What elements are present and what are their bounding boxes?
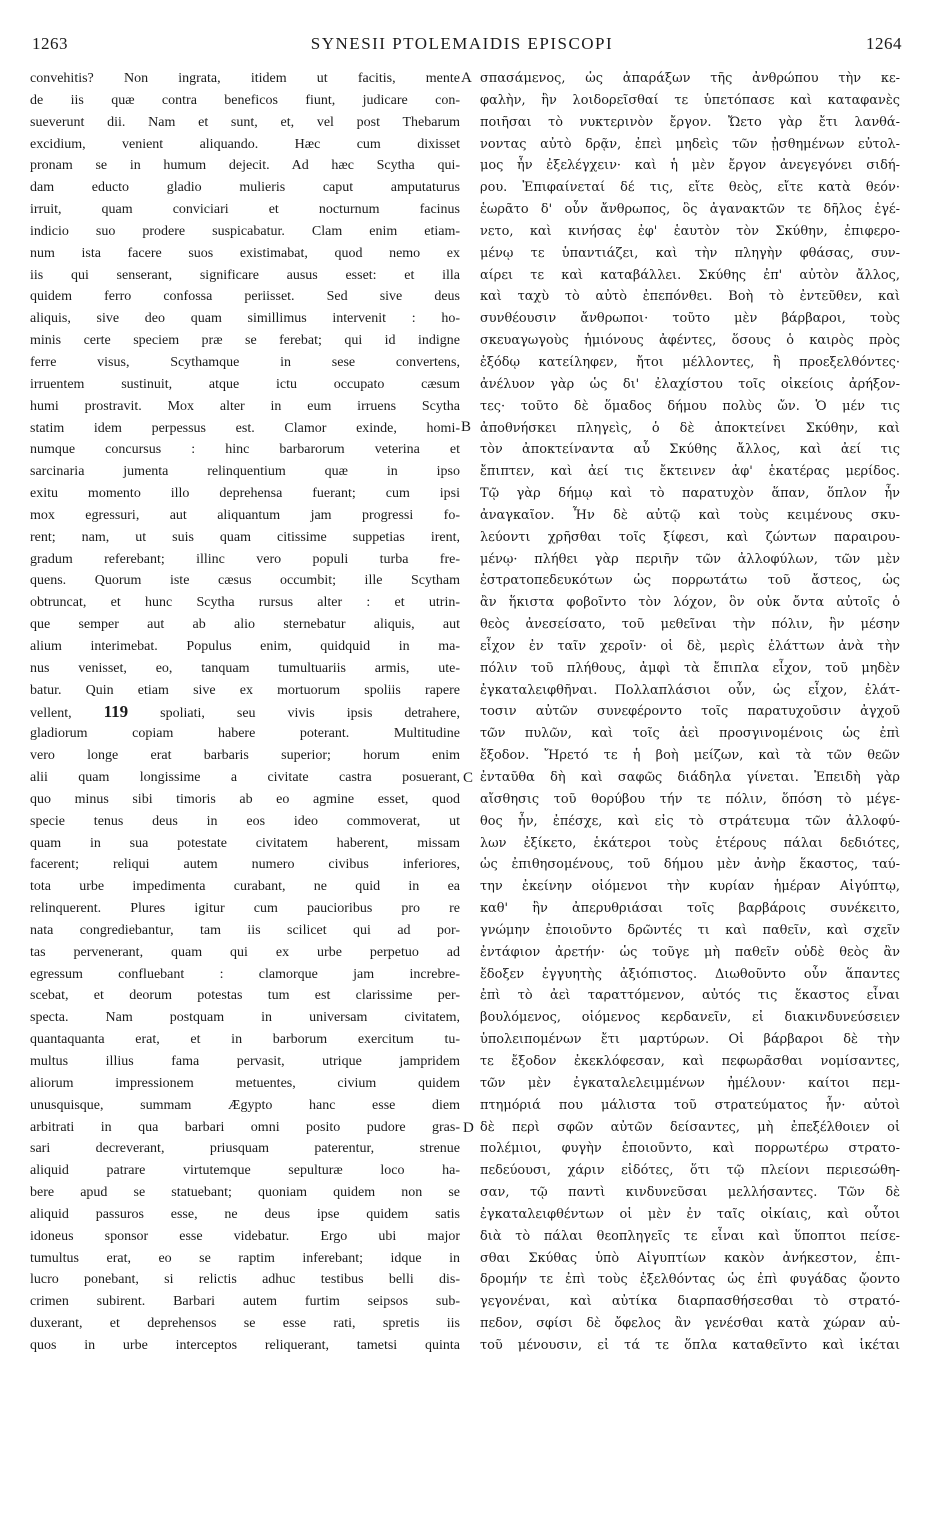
greek-text-line: εἶχον ἐν ταῖν χεροῖν· οἱ δὲ, μερὶς ἐλάττων ἀνὰ τὴν xyxy=(480,638,900,654)
greek-text-line: μος ἦν ἐξελέγχειν· καὶ ἡ μὲν ἔργον ἀνεγεγόνει σιδή- xyxy=(480,158,900,174)
latin-text-line: batur. Quin etiam sive ex mortuorum spoliis rapere xyxy=(30,682,460,698)
latin-text-line: bere apud se statuebant; quoniam quidem non se xyxy=(30,1185,460,1201)
greek-text-line: ἀνέλυον γὰρ ὡς δι' ἐλαχίστου τοῖς οἰκείοις ἀρήξον- xyxy=(480,376,900,392)
latin-text-line: duxerant, et deprehensos se esse rati, spretis iis xyxy=(30,1316,460,1332)
section-marker-d: D xyxy=(463,1120,474,1136)
latin-text-line: crimen subirent. Barbari autem furtim seipsos sub- xyxy=(30,1294,460,1310)
latin-text-line: que semper aut ab alio sternebatur aliquis, aut xyxy=(30,617,460,633)
greek-text-line: δρομήν τε ἐπὶ τοὺς ἐξελθόντας ὡς ἐπὶ φυγάδας ᾤοντο xyxy=(480,1272,900,1288)
greek-text-line: θος ἦν, ἐπέσχε, καὶ εἰς τὸ στράτευμα τῶν ἀλλοφύ- xyxy=(480,813,900,829)
latin-text-line: excidium, venient aliquando. Hæc cum dixisset xyxy=(30,136,460,152)
latin-text-line: aliquid passuros esse, ne deus ipse quidem satis xyxy=(30,1206,460,1222)
greek-text-line: ἀναγκαῖον. Ἦν δὲ αὐτῷ καὶ τοὺς κειμένους σκυ- xyxy=(480,507,900,523)
greek-text-line: θεὸς ἀνεσείσατο, τοῦ μεθεῖναι τὴν πόλιν, ἣν μέσην xyxy=(480,617,900,633)
greek-text-line: νετο, καὶ κινήσας ἐφ' ἑαυτὸν τὸν Σκύθην, ἐπιφερο- xyxy=(480,223,900,239)
greek-text-line: πόλιν τοῦ πλήθους, ἀμφὶ τὰ ἔπιπλα εἶχον, τοῦ μηδὲν xyxy=(480,660,900,676)
latin-text-line: scebat, et deorum potestas tum est clarissime per- xyxy=(30,988,460,1004)
greek-text-line: δὲ περὶ σφῶν αὐτῶν δείσαντες, μὴ ἐπεξέλθοιεν οἱ xyxy=(480,1119,900,1135)
greek-text-line: γνώμην ἐποιοῦντο δρῶντές τι καὶ παθεῖν, καὶ σχεῖν xyxy=(480,922,900,938)
greek-text-line: πολέμιοι, φυγὴν ἐποιοῦντο, καὶ πορρωτέρω στρατο- xyxy=(480,1141,900,1157)
latin-text-line: iis qui senserant, significare ausus esset: et illa xyxy=(30,267,460,283)
latin-text-line: quos in urbe interceptos reliquerant, tametsi quinta xyxy=(30,1337,460,1353)
greek-text-line: τῶν μὲν ἐγκαταλελειμμένων ἠμέλουν· καίτοι πεμ- xyxy=(480,1075,900,1091)
latin-text-line: sarcinaria jumenta relinquentium quæ in ipso xyxy=(30,464,460,480)
latin-text-line: aliorum impressionem metuentes, civium quidem xyxy=(30,1075,460,1091)
greek-text-line: σθαι Σκύθας ὑπὸ Αἰγυπτίων κακὸν ἀνήκεστον, ἐπι- xyxy=(480,1250,900,1266)
greek-text-line: ποιῆσαι τὸ νυκτερινὸν ἔργον. Ὤετο γὰρ ἔτι λανθά- xyxy=(480,114,900,130)
greek-text-line: συνθέουσιν ἄνθρωποι· τοῦτο μὲν βάρβαροι, τοὺς xyxy=(480,311,900,327)
greek-text-line: αἴσθησις τοῦ θορύβου τήν τε πόλιν, ὅπόση τὸ μέγε- xyxy=(480,791,900,807)
latin-text-line: egressum confluebant : clamorque jam increbre- xyxy=(30,966,460,982)
latin-text-line: minis certe speciem præ se ferebat; qui id indigne xyxy=(30,333,460,349)
latin-text-line: convehitis? Non ingrata, itidem ut facitis, mente xyxy=(30,71,460,86)
greek-text-line: λεύοντι χρῆσθαι τοῖς ξίφεσι, καὶ ζώντων παραιρου- xyxy=(480,529,900,545)
latin-text-line: aliquid patrare virtutemque sepulturæ loco ha- xyxy=(30,1163,460,1179)
greek-text-line: μένῳ· πλήθει γὰρ περιῆν τῶν ἀλλοφύλων, τῶν μὲν xyxy=(480,551,900,567)
section-marker-c: C xyxy=(463,770,474,786)
greek-text-line: σκευαγωγοὺς ἡμιόνους ἀφέντες, ὅσους ὁ καιρὸς πρὸς xyxy=(480,333,900,349)
greek-text-line: βουλόμενος, οἰόμενος κερδανεῖν, εἰ διακινδυνεύσειεν xyxy=(480,1010,900,1026)
latin-text-line: num ista facere suos existimabat, quod nemo ex xyxy=(30,245,460,261)
greek-text-line: ὡς ἐπιθησομένους, τοῦ δήμου μὲν ἀνὴρ ἕκαστος, ταύ- xyxy=(480,857,900,873)
latin-text-line: vero longe erat barbaris superior; horum enim xyxy=(30,748,460,764)
latin-text-line: idoneus sponsor esse videbatur. Ergo ubi major xyxy=(30,1228,460,1244)
greek-text-line: τε ἔξοδον ἐκεκλόφεσαν, καὶ πεφωρᾶσθαι νομίσαντες, xyxy=(480,1053,900,1069)
latin-text-line: nata congrediebantur, tam iis scilicet qui ad por- xyxy=(30,922,460,938)
latin-text-line: numque concursus : hinc barbarorum veterina et xyxy=(30,442,460,458)
latin-text-line: multus illius fama pervasit, utrique jampridem xyxy=(30,1053,460,1069)
latin-text-line: sari decreverant, priusquam paterentur, strenue xyxy=(30,1141,460,1157)
left-page-number: 1263 xyxy=(32,34,68,53)
latin-column xyxy=(30,68,460,1357)
latin-text-line: quidem ferro confossa periisset. Sed sive deus xyxy=(30,289,460,305)
greek-text-line: πεδον, σφίσι δὲ ὄφελος ἂν γενέσθαι κατὰ χώραν αὐ- xyxy=(480,1316,900,1332)
latin-text-line: specie tenus deus in eos ideo commoverat, ut xyxy=(30,813,460,829)
latin-text-line: gladiorum copiam habere poterant. Multitudine xyxy=(30,726,460,742)
latin-text-line: pronam se in humum dejecit. Ad hæc Scytha qui- xyxy=(30,158,460,174)
greek-text-line: την ἐκείνην οἰόμενοι τὴν κυρίαν ἡμέραν Αἰγύπτῳ, xyxy=(480,879,900,895)
latin-text-line: lucro ponebant, si relictis adhuc testibus belli dis- xyxy=(30,1272,460,1288)
greek-text-line: ἀποθνήσκει πληγεὶς, ὁ δὲ ἀποκτείνει Σκύθην, καὶ xyxy=(480,420,900,436)
latin-text-line: mox egressuri, aut aliquantum jam progressi fo- xyxy=(30,507,460,523)
greek-text-line: μένῳ τε ὑπαντιάζει, καὶ τὴν πληγὴν φθάσας, συν- xyxy=(480,245,900,261)
greek-text-line: καὶ ταχὺ τὸ αὐτὸ ἐπεπόνθει. Βοὴ τὸ ἐντεῦθεν, καὶ xyxy=(480,289,900,305)
section-marker-a: A xyxy=(461,70,472,86)
latin-text-line: irruit, quam conviciari et nocturnum facinus xyxy=(30,202,460,218)
greek-text-line: ἑωρᾶτο δ' οὖν ἄνθρωπος, ὃς ἀγανακτῶν τε δῆλος ἐγέ- xyxy=(480,202,900,218)
greek-text-line: πεδεύουσι, χάριν εἰδότες, ὅτι τῷ πλείονι περιεσώθη- xyxy=(480,1163,900,1179)
latin-text-line: sueverunt dii. Nam et sunt, et, vel post Thebarum xyxy=(30,114,460,130)
latin-text-line: facerent; reliqui autem numero civibus inferiores, xyxy=(30,857,460,873)
latin-text-line: gradum referebant; illinc vero populi turba fre- xyxy=(30,551,460,567)
latin-text-line: quantaquanta erat, et in barborum exercitum tu- xyxy=(30,1032,460,1048)
greek-text-line: σπασάμενος, ὡς ἀπαράξων τῆς ἀνθρώπου τὴν κε- xyxy=(480,71,900,86)
greek-text-line: ἐστρατοπεδευκότων ὡς πορρωτάτω τοῦ ἄστεος, ὡς xyxy=(480,573,900,589)
greek-text-line: ἐξόδῳ κατείληφεν, ἤτοι μέλλοντες, ἢ προεξελθόντες· xyxy=(480,354,900,370)
latin-text-line: indicio suo prodere suspicabatur. Clam enim etiam- xyxy=(30,223,460,239)
greek-text-line: ρου. Ἐπιφαίνεταί δέ τις, εἴτε θεὸς, εἴτε κατὰ θεόν· xyxy=(480,180,900,196)
latin-text-line: aliquis, sive deo quam simillimus intervenit : ho- xyxy=(30,311,460,327)
greek-text-line: Τῷ γὰρ δήμῳ καὶ τὸ παρατυχὸν ἅπαν, ὅπλον ἦν xyxy=(480,486,900,502)
greek-text-line: τοῦ μένουσιν, εἰ τά τε ὅπλα καταθεῖντο καὶ ἱκέται xyxy=(480,1337,900,1353)
latin-text-line: vellent, 119 spoliati, seu vivis ipsis detrahere, xyxy=(30,702,460,722)
greek-text-line: τες· τοῦτο δὲ ὅμαδος δήμου πολὺς ὤν. Ὁ μέν τις xyxy=(480,398,900,414)
latin-text-line: nus venisset, eo, tanquam tumultuariis armis, ute- xyxy=(30,660,460,676)
column-number: 119 xyxy=(103,702,129,722)
latin-text-line: tumultus erat, eo se raptim inferebant; idque in xyxy=(30,1250,460,1266)
latin-text-line: statim idem perpessus est. Clamor exinde, homi- xyxy=(30,420,460,436)
greek-text-line: ἐπὶ τὸ ἀεὶ ταραττόμενον, αὐτός τις ἕκαστος εἶναι xyxy=(480,988,900,1004)
greek-text-line: ἐνταῦθα δὴ καὶ σαφῶς διάδηλα γίνεται. Ἐπειδὴ γὰρ xyxy=(480,770,900,785)
greek-text-line: διὰ τὸ πάλαι θεοπληγεῖς τε εἶναι καὶ ὕποπτοι πείσε- xyxy=(480,1228,900,1244)
latin-text-line: humi prostravit. Mox alter in eum irruens Scytha xyxy=(30,398,460,414)
latin-text-line: obtruncat, et hunc Scytha rursus alter : et utrin- xyxy=(30,595,460,611)
latin-text-line: unusquisque, summam Ægypto hanc esse diem xyxy=(30,1097,460,1113)
greek-text-line: ἔδοξεν ἐγγυητὴς ἀξιόπιστος. Διωθοῦντο οὖν ἅπαντες xyxy=(480,966,900,982)
latin-text-line: tota urbe impedimenta curabant, ne quid in ea xyxy=(30,879,460,895)
greek-text-line: φαλὴν, ἣν λοιδορεῖσθαί τε ὑπετόπασε καὶ καταφανὲς xyxy=(480,92,900,108)
greek-text-line: ἔπιπτεν, καὶ ἀεί τις ἔκτεινεν ἀφ' ἑκατέρας μερίδος. xyxy=(480,464,900,480)
greek-text-line: τὸν ἀποκτείναντα αὖ Σκύθης ἄλλος, καὶ ἀεί τις xyxy=(480,442,900,458)
greek-text-line: ἐντάφιον ἀρετήν· ὡς τοῦγε μὴ παθεῖν οὐδὲ θεὸς ἂν xyxy=(480,944,900,960)
latin-text-line: quo minus sibi timoris ab eo agmine esset, quod xyxy=(30,791,460,807)
greek-text-line: τοσιν αὐτῶν συνεφέροντο τοῖς παρατυχοῦσιν ἀγχοῦ xyxy=(480,704,900,720)
greek-text-line: λων ἐξίκετο, ἑκάτεροι τοὺς ἑτέρους πάλαι δεδιότες, xyxy=(480,835,900,851)
latin-text-line: alii quam longissime a civitate castra posuerant, xyxy=(30,770,460,785)
greek-text-line: ὑπολειπομένων ἔτι μαρτύρων. Οἱ βάρβαροι δὲ τὴν xyxy=(480,1032,900,1048)
greek-text-line: γεγονέναι, καὶ αὐτίκα διαρπασθήσεσθαι τὸ στρατό- xyxy=(480,1294,900,1310)
greek-text-line: σαν, τῷ παντὶ κινδυνεῦσαι μελλήσαντες. Τῶν δὲ xyxy=(480,1185,900,1201)
latin-text-line: exitu momento illo deprehensa fuerant; cum ipsi xyxy=(30,486,460,502)
right-page-number: 1264 xyxy=(866,34,902,53)
latin-text-line: arbitrati in qua barbari omni posito pudore gras- xyxy=(30,1119,460,1135)
latin-text-line: ferre visus, Scythamque in sese convertens, xyxy=(30,354,460,370)
greek-text-line: ἂν ἥκιστα φοβοῖντο τὸν λόχον, ὃν οὐκ ὄντα αὐτοῖς ὁ xyxy=(480,595,900,611)
latin-text-line: tas pervenerant, quam qui ex urbe perpetuo ad xyxy=(30,944,460,960)
section-marker-b: B xyxy=(461,419,472,435)
greek-text-line: τῶν πυλῶν, καὶ τοῖς ἀεὶ προσγινομένοις ὡς ἐπὶ xyxy=(480,726,900,742)
greek-text-line: καθ' ἣν ἀπερυθριάσαι τοῖς βαρβάροις συνέκειτο, xyxy=(480,901,900,917)
greek-column xyxy=(480,68,900,1357)
latin-text-line: relinquerent. Plures igitur cum paucioribus pro re xyxy=(30,901,460,917)
greek-text-line: ἐγκαταλειφθέντων οἱ μὲν ἐν ταῖς οἰκίαις, καὶ οὗτοι xyxy=(480,1206,900,1222)
greek-text-line: ἔξοδον. Ἤρετό τε ἡ βοὴ μείζων, καὶ τὰ τῶν θεῶν xyxy=(480,748,900,764)
greek-text-line: νοντας αὐτὸ δρᾷν, ἐπεὶ μηδεὶς τῶν ᾐσθημένων εὐτολ- xyxy=(480,136,900,152)
latin-text-line: de iis quæ contra beneficos fiunt, judicare con- xyxy=(30,92,460,108)
latin-text-line: quam in sua potestate civitatem haberent, missam xyxy=(30,835,460,851)
greek-text-line: πτημόριά που μάλιστα τοῦ στρατεύματος ἦν· αὐτοὶ xyxy=(480,1097,900,1113)
latin-text-line: specta. Nam postquam in universam civitatem, xyxy=(30,1010,460,1026)
greek-text-line: ἐγκαταλειφθῆναι. Πολλαπλάσιοι οὖν, ὡς εἶχον, ἐλάτ- xyxy=(480,682,900,698)
latin-text-line: quens. Quorum iste cæsus occumbit; ille Scytham xyxy=(30,573,460,589)
latin-text-line: irruentem sustinuit, atque ictu occupato cæsum xyxy=(30,376,460,392)
greek-text-line: αίρει τε καὶ καταβάλλει. Σκύθης ἐπ' αὐτὸν ἄλλος, xyxy=(480,267,900,283)
latin-text-line: alium interimebat. Populus enim, quidquid in ma- xyxy=(30,638,460,654)
page-header xyxy=(22,34,902,60)
latin-text-line: dam educto gladio mulieris caput amputaturus xyxy=(30,180,460,196)
latin-text-line: rent; nam, ut suis quam citissime suppetias irent, xyxy=(30,529,460,545)
running-title: SYNESII PTOLEMAIDIS EPISCOPI xyxy=(310,34,614,53)
